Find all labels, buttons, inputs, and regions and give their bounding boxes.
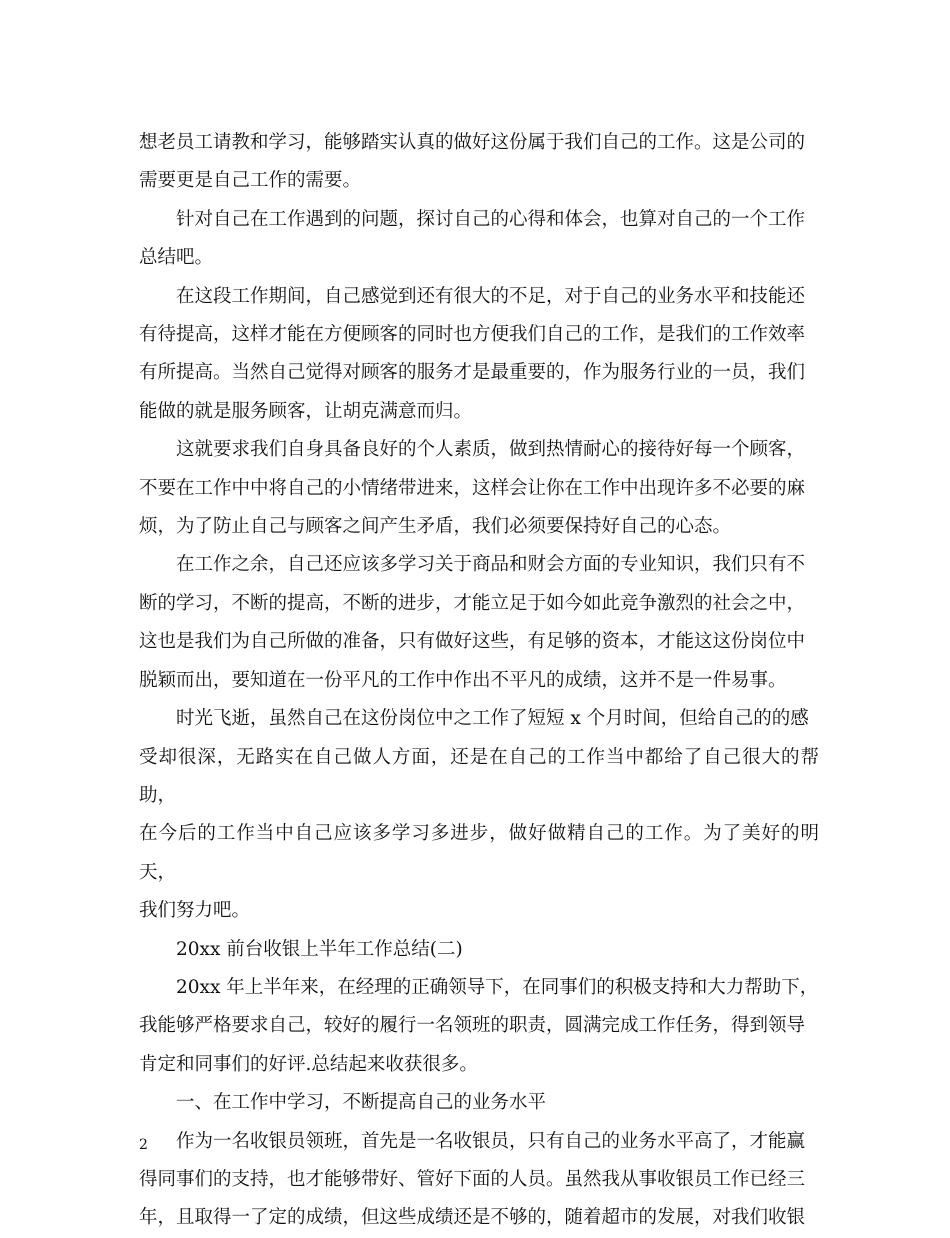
subsection-heading: 一、在工作中学习，不断提高自己的业务水平 (176, 1092, 547, 1114)
paragraph-3: 在这段工作期间，自己感觉到还有很大的不足，对于自己的业务水平和技能还 有待提高，这样才能在方便顾客的同时也方便我们自己的工作，是我们的工作效率 有所提高。当然自己觉得对顾客的服务才是最重要的，作为服务行业的一员，我们 能做的就是服务顾客，让胡克满意而归。 (139, 285, 806, 422)
paragraph-1: 想老员工请教和学习，能够踏实认真的做好这份属于我们自己的工作。这是公司的 需要更是自己工作的需要。 (139, 132, 806, 192)
paragraph-5: 在工作之余，自己还应该多学习关于商品和财会方面的专业知识，我们只有不 断的学习，不断的提高，不断的进步，才能立足于如今如此竞争激烈的社会之中， 这也是我们为自己所做的准备，只有做好这些，有足够的资本，才能这这份岗位中 脱颖而出，要知道在一份平凡的工作中作出不平凡的成绩，这并不是一件易事。 (139, 554, 806, 691)
paragraph-8: 作为一名收银员领班，首先是一名收银员，只有自己的业务水平高了，才能赢 得同事们的支持，也才能够带好、管好下面的人员。虽然我从事收银员工作已经三 年，且取得一了定的成绩，但这些成绩还是不够的，随着超市的发展，对我们收银 (139, 1130, 806, 1229)
page-number: 2 (139, 1137, 148, 1153)
paragraph-6: 时光飞逝，虽然自己在这份岗位中之工作了短短 x 个月时间，但给自己的的感 受却很深，无路实在自己做人方面，还是在自己的工作当中都给了自己很大的帮助， 在今后的工作当中自己应该多学习多进步，做好做精自己的工作。为了美好的明天， 我们努力吧。 (139, 708, 819, 922)
paragraph-7: 20xx 年上半年来，在经理的正确领导下，在同事们的积极支持和大力帮助下， 我能够严格要求自己，较好的履行一名领班的职责，圆满完成工作任务，得到领导 肯定和同事们的好评.总结起来收获很多。 (139, 976, 819, 1075)
paragraph-4: 这就要求我们自身具备良好的个人素质，做到热情耐心的接待好每一个顾客， 不要在工作中中将自己的小情绪带进来，这样会让你在工作中出现许多不必要的麻 烦，为了防止自己与顾客之间产生矛盾，我们必须要保持好自己的心态。 (139, 439, 806, 538)
paragraph-2: 针对自己在工作遇到的问题，探讨自己的心得和体会，也算对自己的一个工作 总结吧。 (139, 208, 806, 269)
document-body (139, 124, 819, 1238)
section-heading: 20xx 前台收银上半年工作总结(二) (176, 938, 463, 960)
